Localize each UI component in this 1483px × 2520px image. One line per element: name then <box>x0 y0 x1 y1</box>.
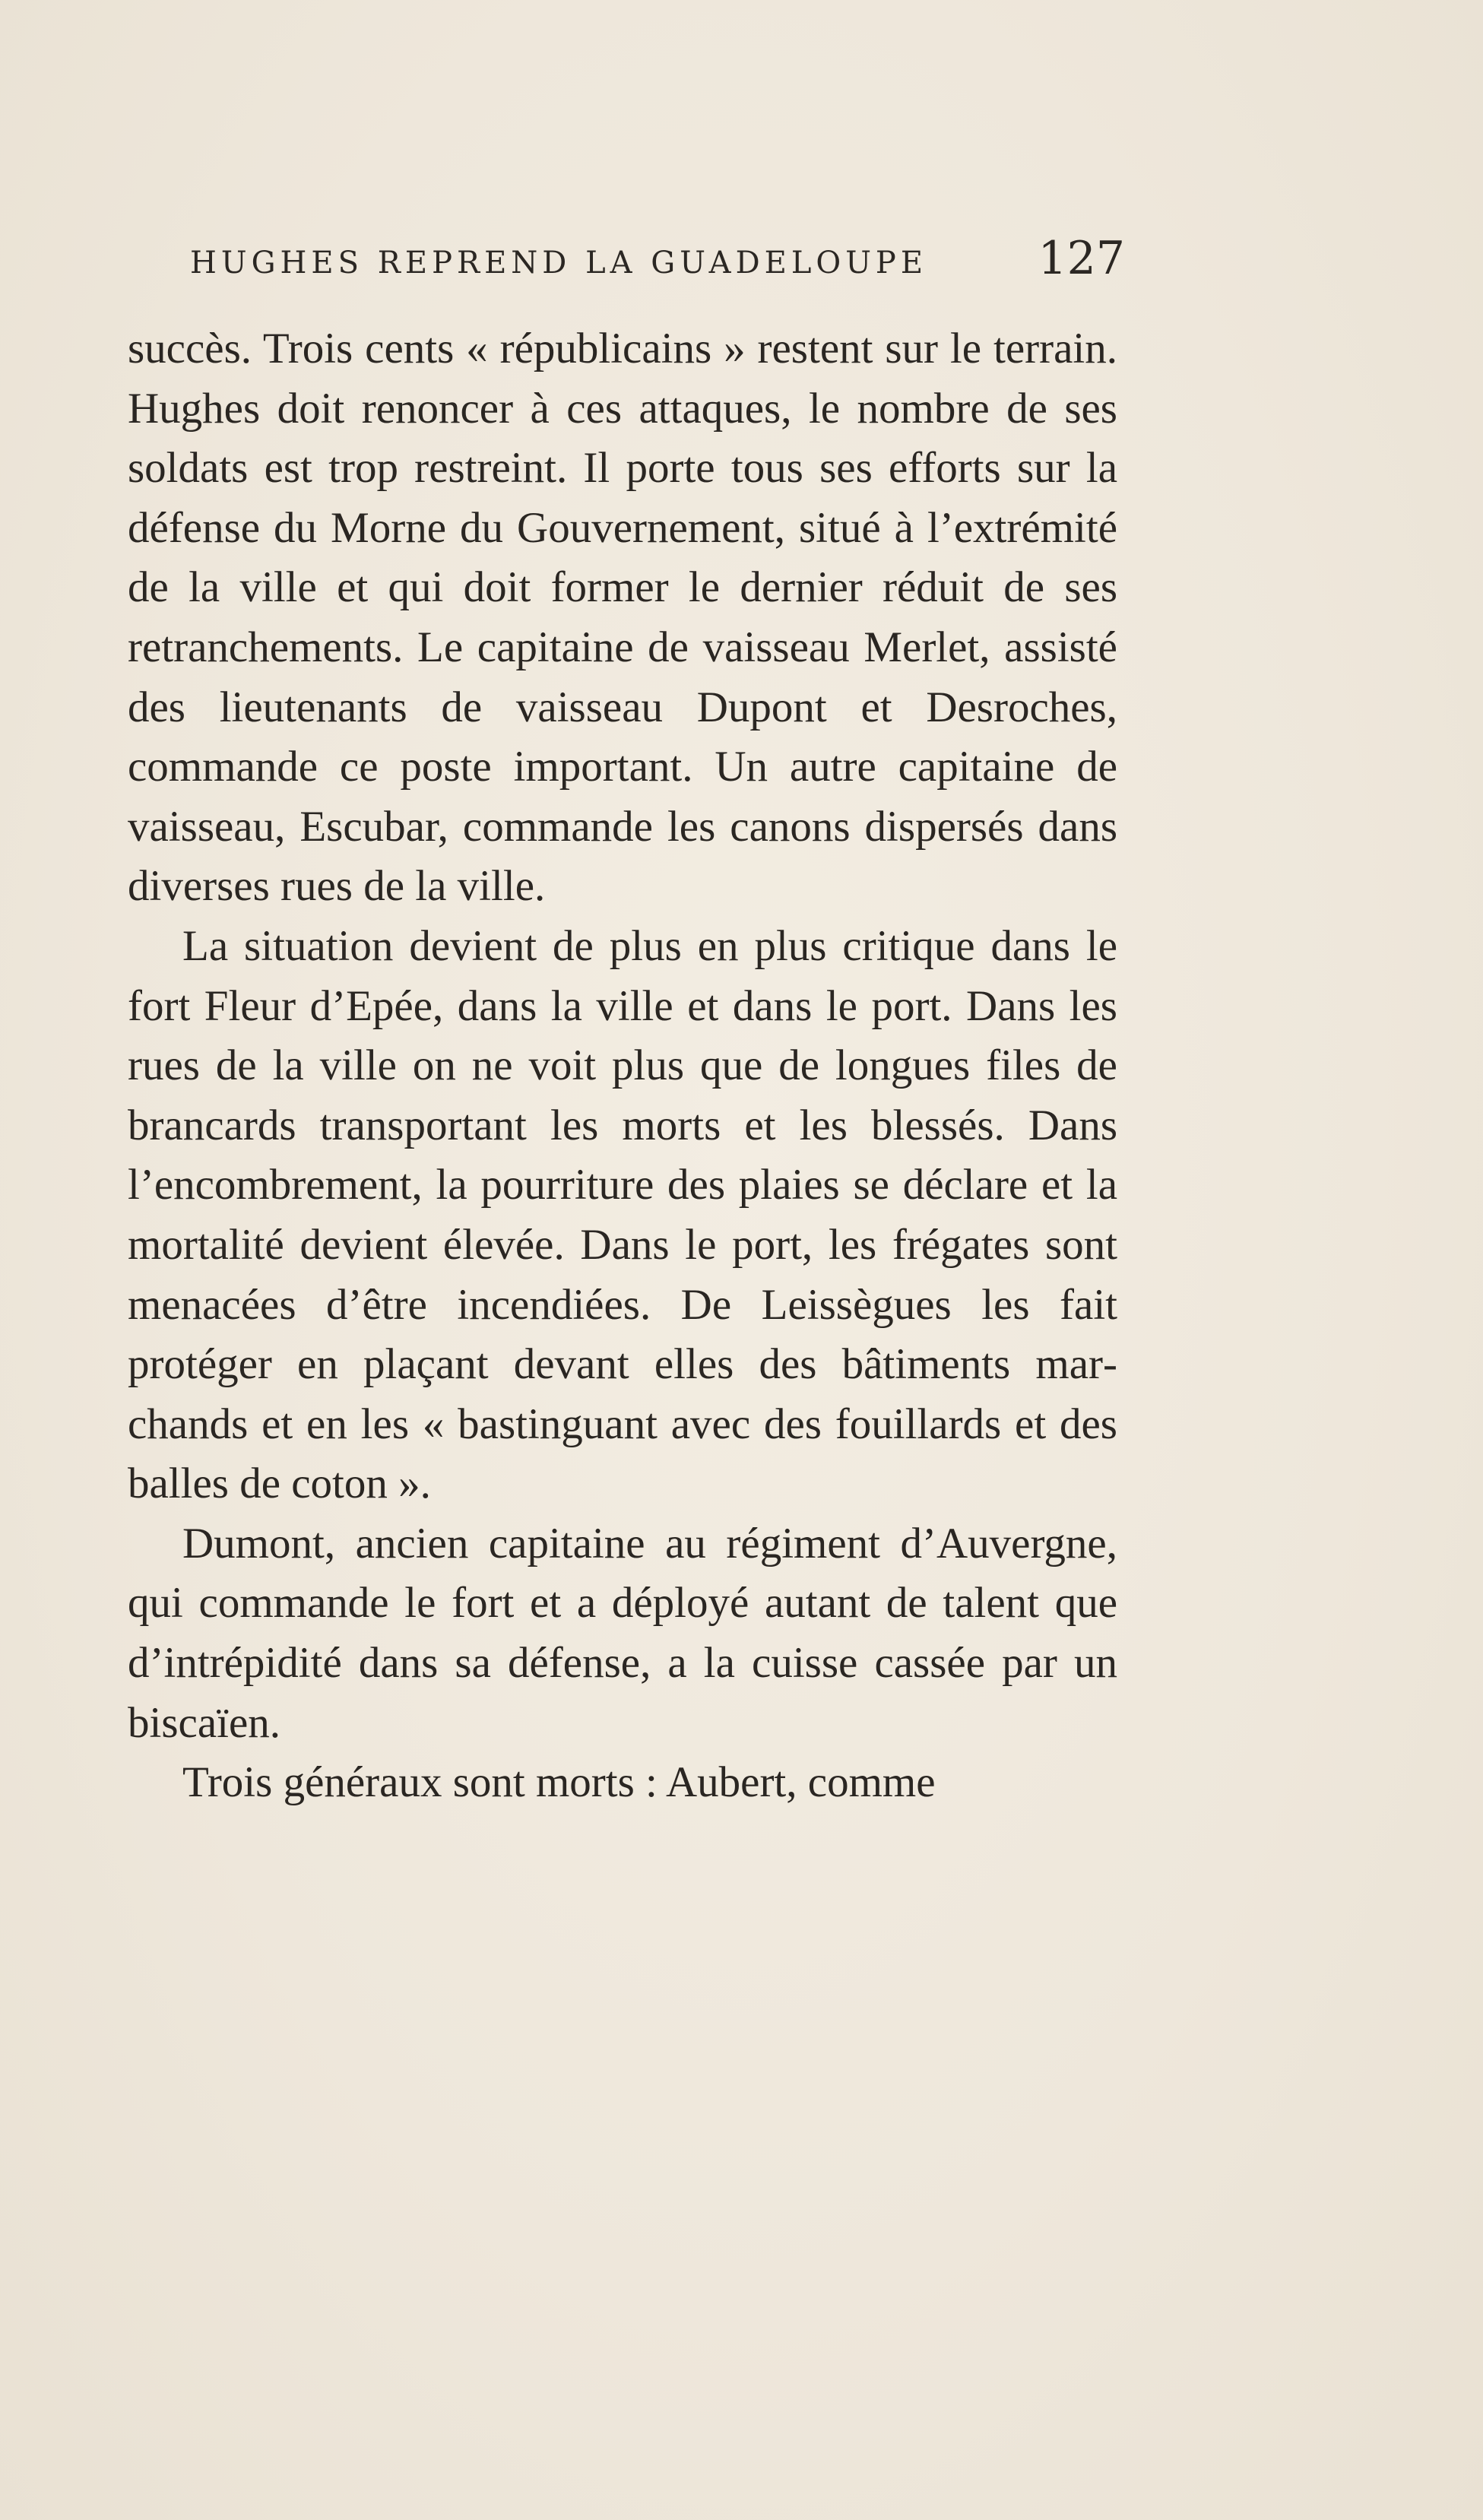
paragraph-3: Dumont, ancien capitaine au régiment d’Auvergne, qui commande le fort et a déployé autant de talent que d’intrépidité dans sa défense, a la cuisse cassée par un biscaïen. <box>128 1519 1117 1747</box>
paragraph-1: succès. Trois cents « républicains » restent sur le terrain. Hughes doit renoncer à ces attaques, le nombre de ses soldats est trop restreint. Il porte tous ses efforts sur la défense du Morne du Gouvernement, situé à l’extrémité de la ville et qui doit former le dernier réduit de ses retranchements. Le capitaine de vaisseau Merlet, assisté des lieutenants de vaisseau Dupont et Desroches, commande ce poste important. Un autre capitaine de vaisseau, Escubar, commande les canons dispersés dans diverses rues de la ville. <box>128 325 1117 911</box>
page-number: 127 <box>1038 232 1125 285</box>
paragraph-4: Trois généraux sont morts : Aubert, comme <box>182 1758 936 1807</box>
running-head: HUGHES REPREND LA GUADELOUPE <box>190 246 928 281</box>
body-text <box>128 319 1117 1813</box>
page-header <box>190 232 1125 293</box>
paragraph-2: La situation devient de plus en plus critique dans le fort Fleur d’Epée, dans la ville et dans le port. Dans les rues de la ville on ne voit plus que de longues files de brancards transportant les morts et les blessés. Dans l’encombrement, la pourriture des plaies se déclare et la mortalité devient élevée. Dans le port, les frégates sont menacées d’être incendiées. De Leissègues les fait protéger en plaçant devant elles des bâtiments marchands et en les « bastinguant avec des fouillards et des balles de coton ». <box>128 921 1117 1508</box>
